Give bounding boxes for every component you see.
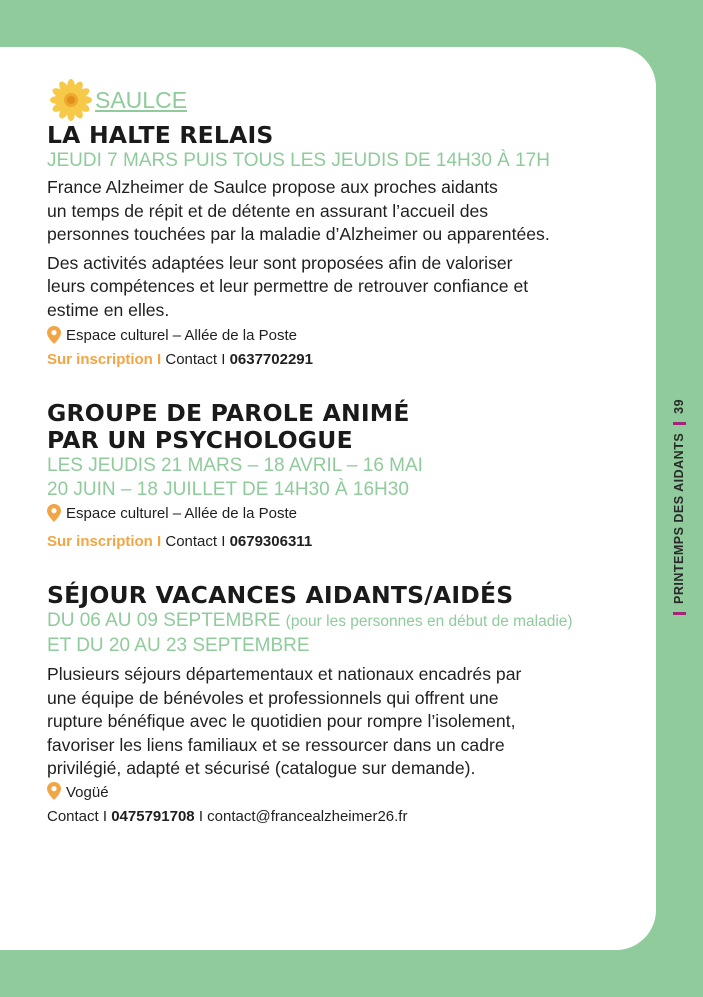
contact-label: Contact I xyxy=(165,351,226,368)
paragraph-line: personnes touchées par la maladie d’Alzheimer ou apparentées. xyxy=(47,224,550,244)
paragraph-line: leurs compétences et leur permettre de retrouver confiance et xyxy=(47,276,529,296)
section-date: JEUDI 7 MARS PUIS TOUS LES JEUDIS DE 14H30 À 17H xyxy=(47,150,550,171)
section-groupe-parole xyxy=(47,400,607,554)
paragraph-line: France Alzheimer de Saulce propose aux proches aidants xyxy=(47,177,498,197)
paragraph-line: un temps de répit et de détente en assurant l’accueil des xyxy=(47,200,489,221)
place-text: Vogüé xyxy=(66,783,109,801)
place-text: Espace culturel – Allée de la Poste xyxy=(66,505,297,522)
place-text: Espace culturel – Allée de la Poste xyxy=(66,327,297,344)
date-line: ET DU 20 AU 23 SEPTEMBRE xyxy=(47,635,310,656)
location-name: SAULCE xyxy=(95,86,188,113)
title-line: PAR UN PSYCHOLOGUE xyxy=(47,426,353,454)
paragraph-line: rupture bénéfique avec le quotidien pour rompre l’isolement, xyxy=(47,711,516,731)
location-line xyxy=(47,781,607,805)
inscription-label: Sur inscription I xyxy=(47,533,162,550)
side-label-rotated xyxy=(668,380,690,615)
title-line: GROUPE DE PAROLE ANIMÉ xyxy=(47,399,410,427)
section-halte-relais xyxy=(47,122,607,372)
paragraph-line: une équipe de bénévoles et professionnels qui offrent une xyxy=(47,687,499,708)
section-paragraph xyxy=(47,176,607,247)
date-line: LES JEUDIS 21 MARS – 18 AVRIL – 16 MAI xyxy=(47,455,423,476)
contact-label: Contact I xyxy=(47,807,108,825)
paragraph-line: estime en elles. xyxy=(47,299,170,320)
page-number: 39 xyxy=(672,398,686,414)
date-line: 20 JUIN – 18 JUILLET DE 14H30 À 16H30 xyxy=(47,479,409,500)
paragraph-line: favoriser les liens familiaux et se ressourcer dans un cadre xyxy=(47,734,505,755)
section-date xyxy=(47,609,607,658)
section-title: LA HALTE RELAIS xyxy=(47,121,274,149)
location-header xyxy=(49,78,607,122)
main-content xyxy=(47,78,607,829)
map-pin-icon xyxy=(47,504,61,522)
side-label xyxy=(668,380,690,615)
contact-line xyxy=(47,530,607,554)
side-label-text: PRINTEMPS DES AIDANTS xyxy=(672,432,686,604)
divider-bar xyxy=(673,612,686,615)
paragraph-line: Des activités adaptées leur sont proposées afin de valoriser xyxy=(47,252,513,273)
map-pin-icon xyxy=(47,326,61,344)
divider-bar xyxy=(673,422,686,425)
contact-line xyxy=(47,348,607,372)
location-line xyxy=(47,324,607,348)
phone-number[interactable]: 0679306311 xyxy=(229,533,313,550)
phone-number[interactable]: 0475791708 xyxy=(111,807,195,825)
section-date xyxy=(47,454,607,502)
location-line xyxy=(47,502,607,526)
paragraph-line: Plusieurs séjours départementaux et nationaux encadrés par xyxy=(47,664,522,684)
date-text: DU 06 AU 09 SEPTEMBRE xyxy=(47,610,281,631)
contact-label: Contact I xyxy=(165,533,226,550)
date-note: (pour les personnes en début de maladie) xyxy=(285,613,573,630)
email-link[interactable]: contact@francealzheimer26.fr xyxy=(207,807,408,825)
section-paragraph xyxy=(47,663,607,781)
section-paragraph xyxy=(47,252,607,323)
section-title xyxy=(47,400,607,454)
paragraph-line: privilégié, adapté et sécurisé (catalogue sur demande). xyxy=(47,758,476,778)
date-line xyxy=(47,609,607,634)
contact-line xyxy=(47,805,607,829)
inscription-label: Sur inscription I xyxy=(47,351,162,368)
section-sejour-vacances xyxy=(47,582,607,829)
section-title: SÉJOUR VACANCES AIDANTS/AIDÉS xyxy=(47,581,514,609)
email-separator: I xyxy=(198,807,203,825)
sunflower-icon xyxy=(49,78,93,122)
phone-number[interactable]: 0637702291 xyxy=(229,351,313,368)
map-pin-icon xyxy=(47,782,61,800)
